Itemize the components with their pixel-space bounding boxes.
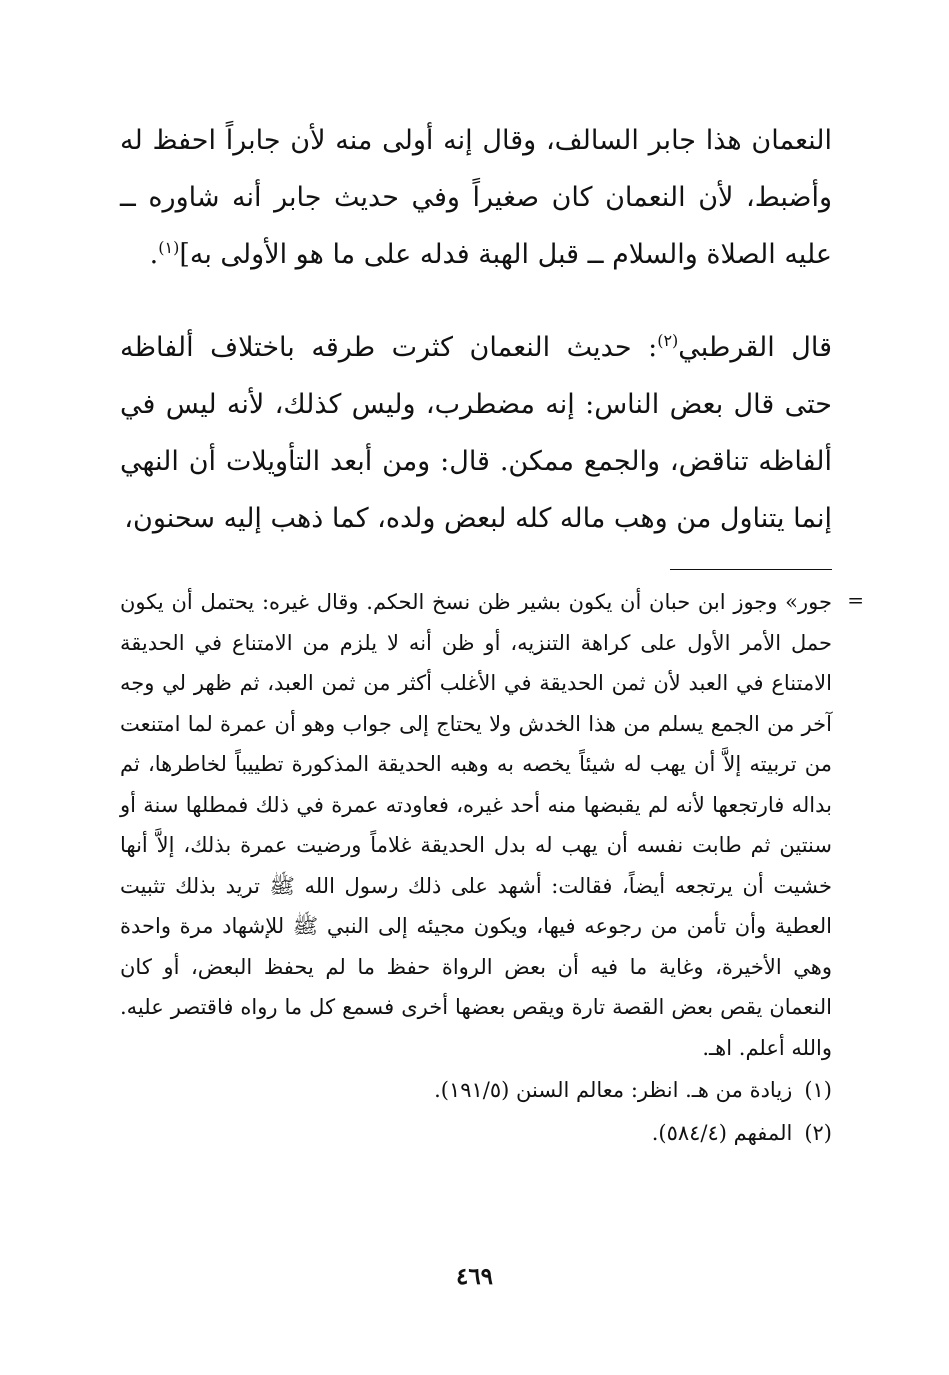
- continuation-marker: =: [847, 588, 864, 612]
- footnote-ref-1: (١): [158, 238, 180, 257]
- paragraph-2-lead: قال القرطبي: [678, 332, 833, 363]
- paragraph-1-text: النعمان هذا جابر السالف، وقال إنه أولى منه لأن جابراً احفظ له وأضبط، لأن النعمان كان صغيراً وفي حديث جابر أنه شاوره ــ عليه الصلاة والسلام ــ قبل الهبة فدله على ما هو الأولى به]: [120, 125, 832, 270]
- footnote-continuation: جور» وجوز ابن حبان أن يكون بشير ظن نسخ الحكم. وقال غيره: يحتمل أن يكون حمل الأمر الأول على كراهة التنزيه، أو ظن أنه لا يلزم من الامتناع في الحديقة الامتناع في العبد لأن ثمن الحديقة في الأغلب أكثر من ثمن العبد، ثم ظهر لي وجه آخر من الجمع يسلم من هذا الخدش ولا يحتاج إلى جواب وهو أن عمرة لما امتنعت من تربيته إلاَّ أن يهب له شيئاً يخصه به وهبه الحديقة المذكورة تطييباً لخاطرها، ثم بداله فارتجعها لأنه لم يقبضها منه أحد غيره، فعاودته عمرة في ذلك فمطلها سنة أو سنتين ثم طابت نفسه أن يهب له بدل الحديقة غلاماً ورضيت عمرة بذلك، إلاَّ أنها خشيت أن يرتجعه أيضاً، فقالت: أشهد على ذلك رسول الله ﷺ تريد بذلك تثبيت العطية وأن تأمن من رجوعه فيها، ويكون مجيئه إلى النبي ﷺ للإشهاد مرة واحدة وهي الأخيرة، وغاية ما فيه أن بعض الرواة حفظ ما لم يحفظ البعض، أو كان النعمان يقص بعض القصة تارة ويقص بعضها أخرى فسمع كل ما رواه فاقتصر عليه. والله أعلم. اهـ.: [120, 590, 832, 1060]
- footnote-1-number: (١): [804, 1078, 832, 1102]
- paragraph-2-text: : حديث النعمان كثرت طرقه باختلاف ألفاظه حتى قال بعض الناس: إنه مضطرب، وليس كذلك، لأنه ليس في ألفاظه تناقض، والجمع ممكن. قال: ومن أبعد التأويلات أن النهي إنما يتناول من وهب ماله كله لبعض ولده، كما ذهب إليه سحنون،: [120, 332, 832, 534]
- footnote-2-text: المفهم (٥٨٤/٤).: [651, 1120, 793, 1145]
- page-content: [120, 112, 864, 1153]
- footnotes-section: [120, 582, 864, 1153]
- footnote-1: [120, 1070, 832, 1111]
- footnote-ref-2: (٢): [657, 331, 679, 350]
- page-number: ٤٦٩: [455, 1263, 494, 1290]
- paragraph-1-tail: .: [149, 239, 159, 270]
- footnote-2-number: (٢): [804, 1120, 832, 1145]
- footnote-separator: [670, 569, 832, 570]
- main-text: [120, 112, 832, 547]
- paragraph-2: [120, 319, 832, 547]
- paragraph-1: [120, 112, 832, 283]
- footnote-1-text: زيادة من هـ. انظر: معالم السنن (١٩١/٥).: [434, 1078, 793, 1102]
- footnote-2: [120, 1113, 832, 1154]
